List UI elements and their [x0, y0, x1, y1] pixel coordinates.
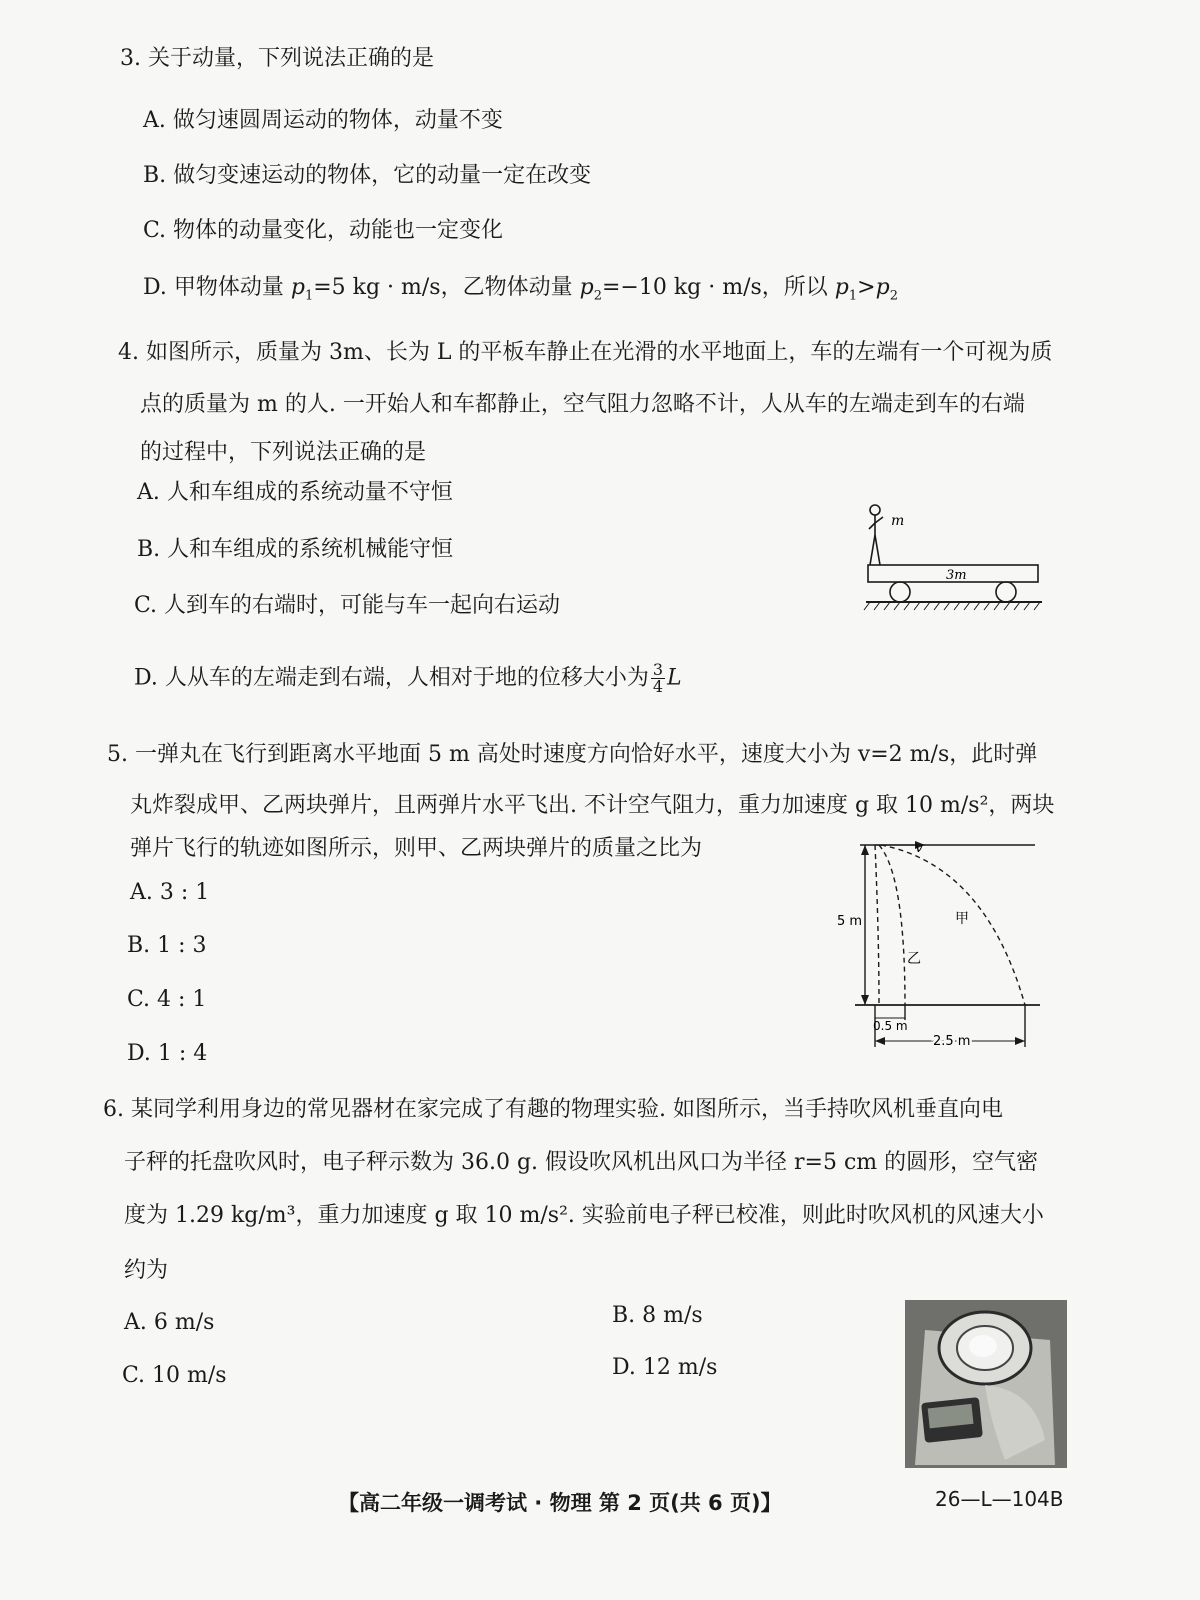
q3-stem: 3. 关于动量，下列说法正确的是 [120, 46, 434, 71]
q5-stem-line-1: 5. 一弹丸在飞行到距离水平地面 5 m 高处时速度方向恰好水平，速度大小为 v=2 m/s，此时弹 [107, 742, 1038, 767]
q5-option-c: C. 4 : 1 [127, 987, 207, 1012]
yi-label: 乙 [907, 951, 921, 967]
q3-option-a: A. 做匀速圆周运动的物体，动量不变 [143, 108, 503, 133]
q3-d-mid1: =5 kg · m/s，乙物体动量 [313, 275, 580, 300]
page-footer-title: 【高二年级一调考试 · 物理 第 2 页(共 6 页)】 [338, 1491, 782, 1515]
cart-mass-label: 3m [946, 568, 967, 583]
q5-stem-line-2: 丸炸裂成甲、乙两块弹片，且两弹片水平飞出. 不计空气阻力，重力加速度 g 取 10 m/s²，两块 [130, 793, 1055, 818]
cart-wheel-left [890, 582, 910, 602]
q3-d-gt: > [857, 275, 876, 300]
q4-option-c: C. 人到车的右端时，可能与车一起向右运动 [134, 593, 561, 618]
long-distance-label: 2.5 m [933, 1034, 971, 1049]
q6-option-d: D. 12 m/s [612, 1355, 718, 1380]
q3-d-prefix: D. 甲物体动量 [143, 275, 291, 300]
person-head [870, 505, 880, 515]
exam-code: 26—L—104B [935, 1487, 1064, 1511]
q6-stem-line-2: 子秤的托盘吹风时，电子秤示数为 36.0 g. 假设吹风机出风口为半径 r=5 cm 的圆形，空气密 [124, 1150, 1039, 1175]
q3-d-mid2: =−10 kg · m/s，所以 [601, 275, 835, 300]
q6-option-c: C. 10 m/s [122, 1363, 227, 1388]
q3-option-b: B. 做匀变速运动的物体，它的动量一定在改变 [143, 163, 592, 188]
yi-trajectory [879, 845, 905, 1005]
q4-d-fraction: $\frac{3}{4}$ [652, 660, 664, 696]
q6-option-b: B. 8 m/s [612, 1303, 703, 1328]
q4-stem-line-1: 4. 如图所示，质量为 3m、长为 L 的平板车静止在光滑的水平地面上，车的左端有一个可视为质 [118, 340, 1053, 365]
q5-stem-line-3: 弹片飞行的轨迹如图所示，则甲、乙两块弹片的质量之比为 [130, 836, 703, 861]
jia-label: 甲 [955, 911, 969, 927]
jia-trajectory [881, 845, 1025, 1005]
person-mass-label: m [891, 513, 905, 529]
q5-option-a: A. 3 : 1 [130, 880, 210, 905]
q6-stem-line-1: 6. 某同学利用身边的常见器材在家完成了有趣的物理实验. 如图所示，当手持吹风机垂直向电 [103, 1097, 1003, 1122]
cart-wheel-right [996, 582, 1016, 602]
q6-stem-line-4: 约为 [124, 1258, 169, 1283]
q4-option-b: B. 人和车组成的系统机械能守恒 [137, 537, 454, 562]
q4-option-d [134, 662, 682, 695]
q6-hairdryer-scale-photo [905, 1300, 1067, 1468]
q6-stem-line-3: 度为 1.29 kg/m³，重力加速度 g 取 10 m/s². 实验前电子秤已校准，则此时吹风机的风速大小 [124, 1203, 1044, 1228]
height-label: 5 m [837, 914, 863, 929]
q4-option-a: A. 人和车组成的系统动量不守恒 [137, 480, 453, 505]
q4-d-text: D. 人从车的左端走到右端，人相对于地的位移大小为 [134, 665, 649, 691]
q3-option-c: C. 物体的动量变化，动能也一定变化 [143, 218, 504, 243]
q3-option-d: D. 甲物体动量 $p_1=5$ kg · m/s，乙物体动量 $p_2=-10$ kg · m/s，所以 $p_1>p_2$ [143, 275, 898, 304]
q5-option-b: B. 1 : 3 [127, 933, 207, 958]
q4-stem-line-2: 点的质量为 m 的人. 一开始人和车都静止，空气阻力忽略不计，人从车的左端走到车的右端 [140, 392, 1025, 417]
short-distance-label: 0.5 m [873, 1019, 908, 1033]
q5-option-d: D. 1 : 4 [127, 1041, 208, 1066]
q4-stem-line-3: 的过程中，下列说法正确的是 [140, 440, 427, 465]
yi-left-trajectory [875, 845, 879, 1005]
q4-d-tail: L [667, 665, 682, 691]
q6-option-a: A. 6 m/s [124, 1310, 215, 1335]
velocity-label: v [915, 840, 923, 856]
q4-cart-figure [860, 495, 1050, 620]
q5-trajectory-figure [835, 835, 1050, 1060]
